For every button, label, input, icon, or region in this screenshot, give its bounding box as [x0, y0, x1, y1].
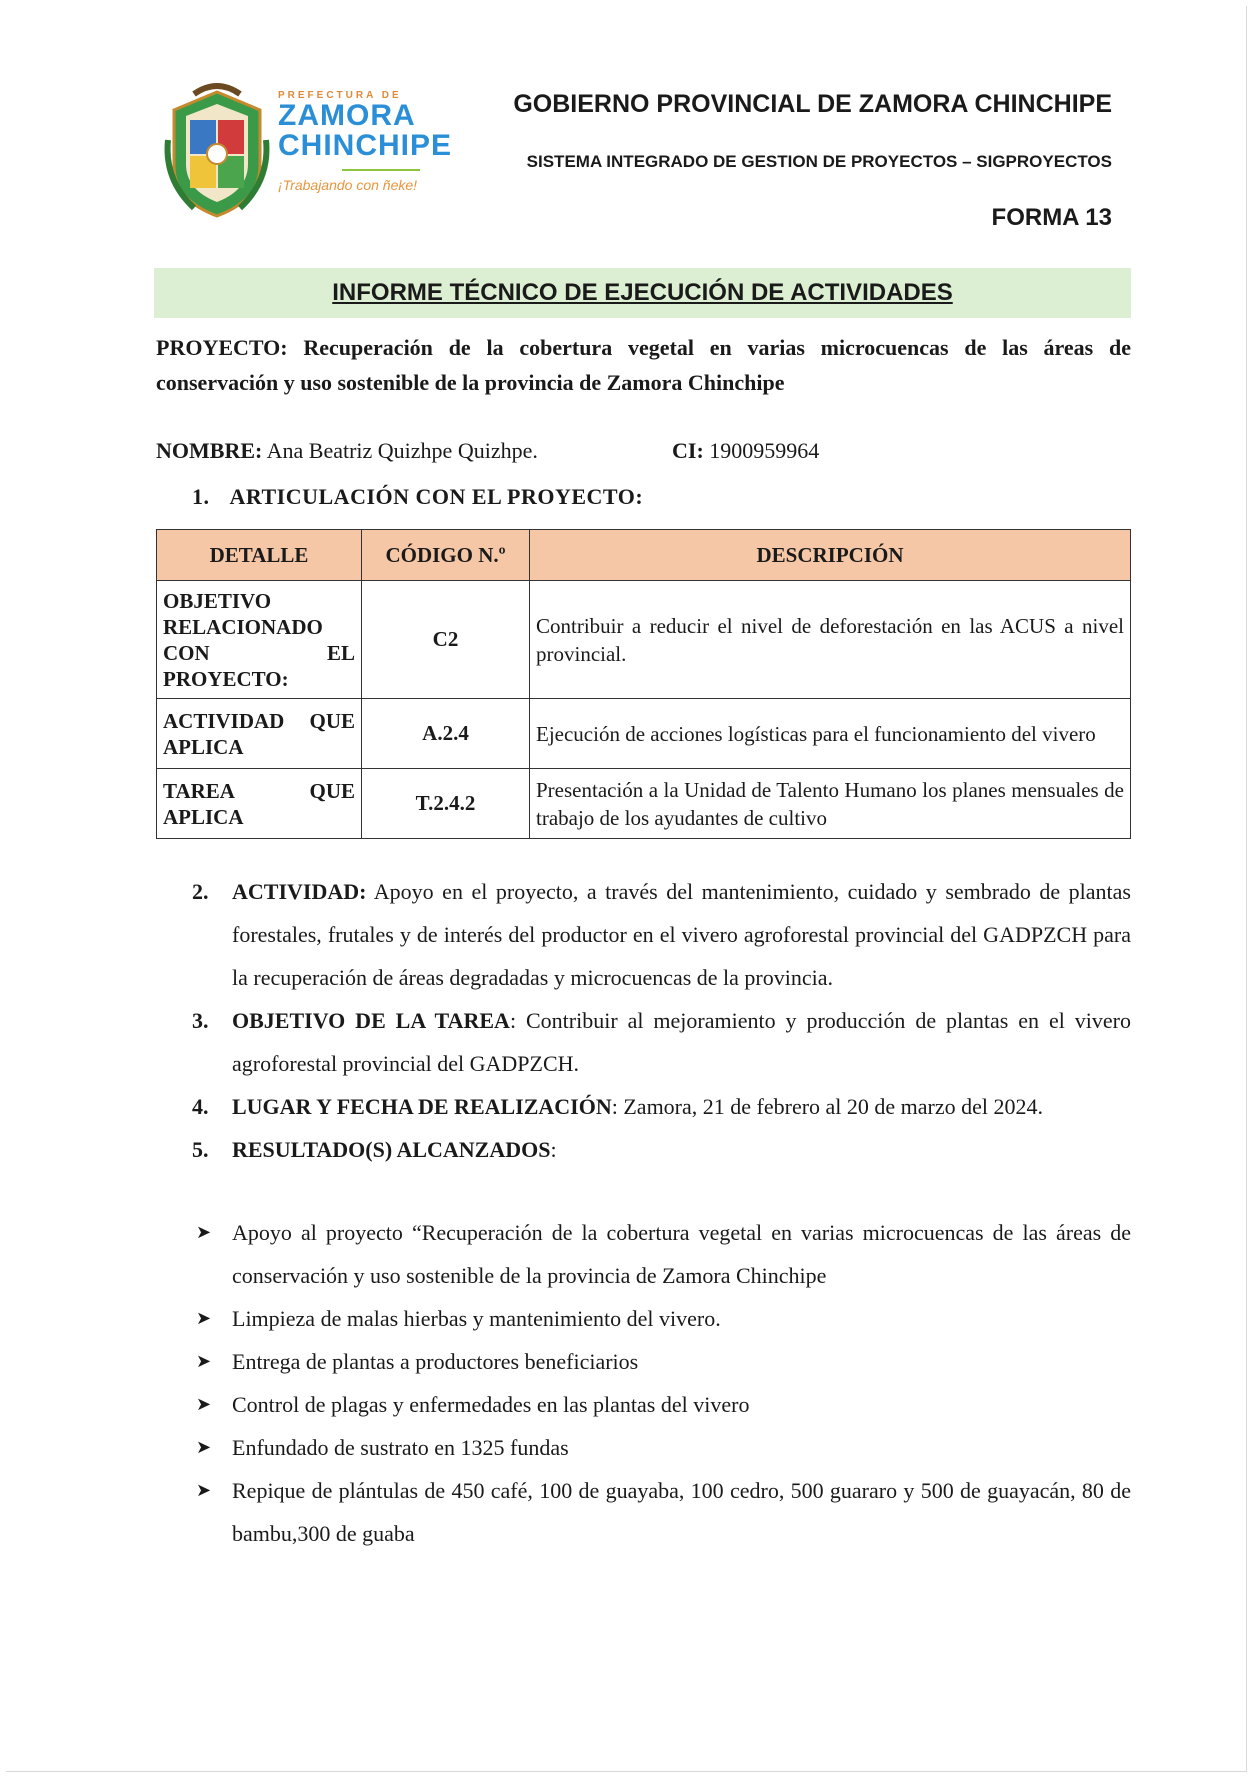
- table-cell-code: A.2.4: [362, 699, 530, 769]
- arrow-bullet-icon: ➤: [196, 1222, 212, 1242]
- item-number: 2.: [192, 879, 209, 904]
- ci-row: [672, 438, 819, 464]
- table-cell-detail: ACTIVIDAD QUE APLICA: [157, 699, 362, 769]
- ci-label: CI:: [672, 438, 704, 463]
- section-1-heading: [192, 484, 643, 510]
- table-cell-detail: OBJETIVO RELACIONADO CON EL PROYECTO:: [157, 581, 362, 699]
- project-value: Recuperación de la cobertura vegetal en varias microcuencas de las áreas de conservación y uso sostenible de la provincia de Zamora Chinchipe: [156, 335, 1132, 395]
- table-cell-detail: TAREA QUE APLICA: [157, 769, 362, 839]
- table-header-detail: DETALLE: [157, 530, 362, 581]
- item-number: 4.: [192, 1094, 209, 1119]
- item-label: RESULTADO(S) ALCANZADOS: [232, 1137, 551, 1162]
- item-label: ACTIVIDAD:: [232, 879, 367, 904]
- arrow-bullet-icon: ➤: [196, 1480, 212, 1500]
- table-cell-code: T.2.4.2: [362, 769, 530, 839]
- logo-slogan: ¡Trabajando con ñeke!: [278, 177, 418, 193]
- list-item: [192, 999, 1131, 1085]
- numbered-items: [192, 870, 1131, 1171]
- item-text: : Zamora, 21 de febrero al 20 de marzo del 2024.: [611, 1094, 1044, 1119]
- project-block: PROYECTO: Recuperación de la cobertura vegetal en varias microcuencas de las áreas de conservación y uso sostenible de la provincia de Zamora Chinchipe: [156, 335, 1132, 395]
- list-item: [196, 1383, 1131, 1426]
- table-row: [157, 769, 1131, 839]
- name-row: [156, 438, 538, 464]
- arrow-bullet-icon: ➤: [196, 1394, 212, 1414]
- section-1-number: 1.: [192, 484, 210, 509]
- name-value: Ana Beatriz Quizhpe Quizhpe.: [266, 438, 538, 463]
- item-label: OBJETIVO DE LA TAREA: [232, 1008, 510, 1033]
- result-text: Entrega de plantas a productores beneficiarios: [232, 1349, 639, 1374]
- table-cell-description: Ejecución de acciones logísticas para el funcionamiento del vivero: [530, 699, 1131, 769]
- section-1-title: ARTICULACIÓN CON EL PROYECTO:: [229, 484, 644, 509]
- report-title: INFORME TÉCNICO DE EJECUCIÓN DE ACTIVIDADES: [154, 268, 1131, 318]
- list-item: [192, 1085, 1131, 1128]
- item-text: : Contribuir al mejoramiento y producción de plantas en el vivero agroforestal provincial del GADPZCH.: [232, 1008, 1131, 1076]
- list-item: [196, 1469, 1131, 1555]
- table-header-code: CÓDIGO N.º: [362, 530, 530, 581]
- logo-prefix: PREFECTURA DE: [278, 90, 402, 101]
- logo-name-line1: ZAMORA: [278, 99, 416, 132]
- table-cell-description: Presentación a la Unidad de Talento Humano los planes mensuales de trabajo de los ayudantes de cultivo: [530, 769, 1131, 839]
- form-number: FORMA 13: [991, 204, 1112, 231]
- document-page: [6, 6, 1247, 1772]
- arrow-bullet-icon: ➤: [196, 1308, 212, 1328]
- list-item: [192, 1128, 1131, 1171]
- table-header-row: [157, 530, 1131, 581]
- table-row: [157, 581, 1131, 699]
- list-item: [196, 1426, 1131, 1469]
- list-item: [196, 1297, 1131, 1340]
- result-text: Repique de plántulas de 450 café, 100 de guayaba, 100 cedro, 500 guararo y 500 de guayacán, 80 de bambu,300 de guaba: [232, 1478, 1131, 1546]
- table-cell-code: C2: [362, 581, 530, 699]
- list-item: [196, 1340, 1131, 1383]
- header-subtitle: SISTEMA INTEGRADO DE GESTION DE PROYECTOS – SIGPROYECTOS: [526, 152, 1112, 171]
- name-label: NOMBRE:: [156, 438, 263, 463]
- arrow-bullet-icon: ➤: [196, 1351, 212, 1371]
- item-label: LUGAR Y FECHA DE REALIZACIÓN: [232, 1094, 612, 1119]
- table-cell-description: Contribuir a reducir el nivel de deforestación en las ACUS a nivel provincial.: [530, 581, 1131, 699]
- articulation-table: [156, 529, 1131, 839]
- result-text: Enfundado de sustrato en 1325 fundas: [232, 1435, 569, 1460]
- arrow-bullet-icon: ➤: [196, 1437, 212, 1457]
- list-item: [196, 1211, 1131, 1297]
- ci-value: 1900959964: [709, 438, 820, 463]
- list-item: [192, 870, 1131, 999]
- header-title: GOBIERNO PROVINCIAL DE ZAMORA CHINCHIPE: [513, 90, 1112, 118]
- table-row: [157, 699, 1131, 769]
- logo-name-line2: CHINCHIPE: [278, 129, 453, 162]
- results-list: [196, 1211, 1131, 1555]
- result-text: Control de plagas y enfermedades en las plantas del vivero: [232, 1392, 750, 1417]
- item-number: 3.: [192, 1008, 209, 1033]
- table-header-description: DESCRIPCIÓN: [530, 530, 1131, 581]
- result-text: Apoyo al proyecto “Recuperación de la cobertura vegetal en varias microcuencas de las áreas de conservación y uso sostenible de la provincia de Zamora Chinchipe: [232, 1220, 1131, 1288]
- prefecture-logo: [164, 74, 464, 224]
- result-text: Limpieza de malas hierbas y mantenimiento del vivero.: [232, 1306, 721, 1331]
- logo-divider: [342, 169, 420, 171]
- item-text: :: [550, 1137, 557, 1162]
- project-label: PROYECTO: [156, 335, 281, 360]
- coat-of-arms-icon: [164, 80, 270, 220]
- item-number: 5.: [192, 1137, 209, 1162]
- item-text: Apoyo en el proyecto, a través del mantenimiento, cuidado y sembrado de plantas forestales, frutales y de interés del productor en el vivero agroforestal provincial del GADPZCH para la recuperación de áreas degradadas y microcuencas de la provincia.: [232, 879, 1131, 990]
